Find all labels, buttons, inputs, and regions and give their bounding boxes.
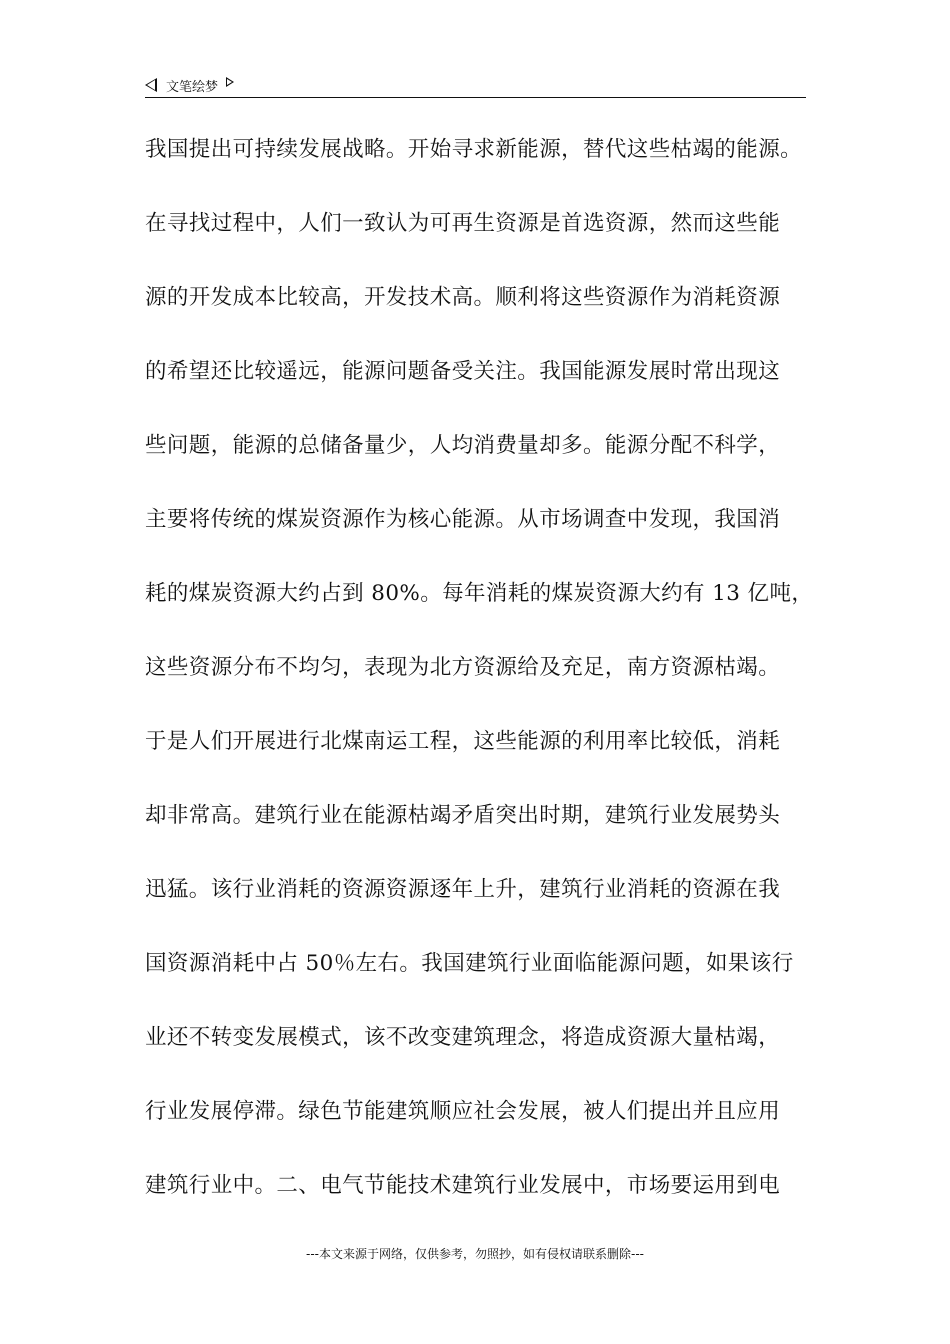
header-title: 文笔绘梦 bbox=[166, 79, 219, 95]
text-line: 建筑行业中。二、电气节能技术建筑行业发展中，市场要运用到电 bbox=[145, 1173, 781, 1198]
text-line: 些问题，能源的总储备量少，人均消费量却多。能源分配不科学， bbox=[145, 433, 781, 458]
text-line: 却非常高。建筑行业在能源枯竭矛盾突出时期，建筑行业发展势头 bbox=[145, 803, 781, 828]
page-footer-notice: ---本文来源于网络，仅供参考，勿照抄，如有侵权请联系删除--- bbox=[306, 1247, 644, 1261]
text-line: 业还不转变发展模式，该不改变建筑理念，将造成资源大量枯竭， bbox=[145, 1025, 781, 1050]
text-line: 迅猛。该行业消耗的资源资源逐年上升，建筑行业消耗的资源在我 bbox=[145, 877, 781, 902]
text-line: 在寻找过程中，人们一致认为可再生资源是首选资源，然而这些能 bbox=[145, 211, 781, 236]
body-text bbox=[145, 130, 814, 1240]
text-line: 耗的煤炭资源大约占到 80%。每年消耗的煤炭资源大约有 13 亿吨， bbox=[145, 581, 814, 606]
triangle-right-icon bbox=[226, 77, 234, 87]
text-line: 行业发展停滞。绿色节能建筑顺应社会发展，被人们提出并且应用 bbox=[145, 1099, 781, 1124]
page-header bbox=[145, 74, 234, 96]
text-line: 这些资源分布不均匀，表现为北方资源给及充足，南方资源枯竭。 bbox=[145, 655, 781, 680]
text-line: 主要将传统的煤炭资源作为核心能源。从市场调查中发现，我国消 bbox=[145, 507, 781, 532]
text-line: 的希望还比较遥远，能源问题备受关注。我国能源发展时常出现这 bbox=[145, 359, 781, 384]
text-line: 国资源消耗中占 50％左右。我国建筑行业面临能源问题，如果该行 bbox=[145, 951, 794, 976]
header-rule bbox=[145, 97, 806, 98]
triangle-left-icon bbox=[145, 78, 157, 92]
text-line: 源的开发成本比较高，开发技术高。顺利将这些资源作为消耗资源 bbox=[145, 285, 781, 310]
text-line: 我国提出可持续发展战略。开始寻求新能源，替代这些枯竭的能源。 bbox=[145, 137, 803, 162]
text-line: 于是人们开展进行北煤南运工程，这些能源的利用率比较低，消耗 bbox=[145, 729, 781, 754]
